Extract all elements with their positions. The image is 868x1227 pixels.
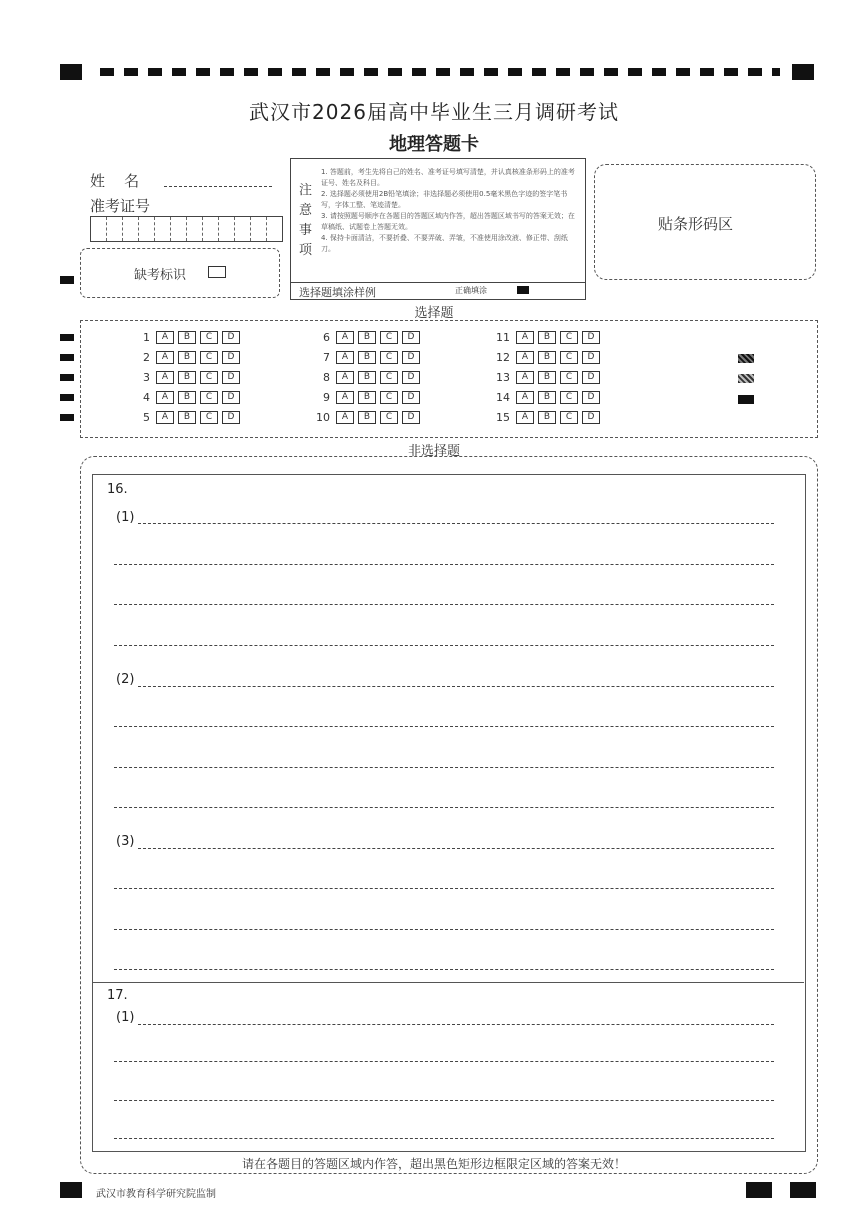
mcq-option-bubble[interactable]: A xyxy=(156,391,174,404)
mcq-number: 3 xyxy=(143,371,150,384)
mcq-option-bubble[interactable]: C xyxy=(560,331,578,344)
mcq-option-bubble[interactable]: B xyxy=(538,371,556,384)
mcq-question xyxy=(490,411,604,424)
digit-box[interactable] xyxy=(91,217,107,241)
mcq-option-bubble[interactable]: C xyxy=(200,391,218,404)
mcq-option-bubble[interactable]: A xyxy=(156,351,174,364)
answer-area xyxy=(92,474,806,1152)
answer-line[interactable] xyxy=(138,523,774,524)
mcq-option-bubble[interactable]: C xyxy=(380,351,398,364)
notes-text xyxy=(321,167,577,255)
answer-line[interactable] xyxy=(114,604,774,605)
section-choice: 选择题 xyxy=(414,306,454,321)
mcq-option-bubble[interactable]: B xyxy=(358,351,376,364)
mcq-number: 12 xyxy=(496,351,510,364)
answer-line[interactable] xyxy=(114,767,774,768)
mcq-option-bubble[interactable]: A xyxy=(516,371,534,384)
mcq-question xyxy=(490,371,604,384)
mcq-option-bubble[interactable]: D xyxy=(402,391,420,404)
bottom-warning: 请在各题目的答题区域内作答，超出黑色矩形边框限定区域的答案无效！ xyxy=(241,1157,626,1171)
mcq-option-bubble[interactable]: D xyxy=(222,331,240,344)
mcq-option-bubble[interactable]: B xyxy=(358,391,376,404)
mcq-option-bubble[interactable]: D xyxy=(402,351,420,364)
absent-checkbox[interactable] xyxy=(208,266,226,278)
mcq-option-bubble[interactable]: D xyxy=(582,351,600,364)
mcq-option-bubble[interactable]: D xyxy=(222,391,240,404)
mcq-question xyxy=(310,331,424,344)
mcq-option-bubble[interactable]: B xyxy=(538,351,556,364)
mcq-question xyxy=(130,391,244,404)
answer-line[interactable] xyxy=(114,888,774,889)
absent-label: 缺考标识 xyxy=(134,268,187,283)
digit-box[interactable] xyxy=(139,217,155,241)
mcq-option-bubble[interactable]: D xyxy=(582,411,600,424)
digit-box[interactable] xyxy=(155,217,171,241)
mcq-number: 14 xyxy=(496,391,510,404)
answer-line[interactable] xyxy=(114,1061,774,1062)
mcq-number: 6 xyxy=(323,331,330,344)
answer-line[interactable] xyxy=(114,564,774,565)
question-16-part-3: (3) xyxy=(116,834,135,849)
digit-box[interactable] xyxy=(203,217,219,241)
mcq-question xyxy=(130,411,244,424)
mcq-question xyxy=(130,371,244,384)
digit-box[interactable] xyxy=(267,217,282,241)
mcq-option-bubble[interactable]: C xyxy=(380,411,398,424)
side-mark xyxy=(60,276,74,284)
answer-line[interactable] xyxy=(114,1100,774,1101)
mcq-option-bubble[interactable]: D xyxy=(582,331,600,344)
mcq-number: 10 xyxy=(316,411,330,424)
mcq-option-bubble[interactable]: B xyxy=(538,331,556,344)
mcq-option-bubble[interactable]: C xyxy=(560,351,578,364)
mcq-number: 11 xyxy=(496,331,510,344)
mcq-question xyxy=(130,351,244,364)
fill-example-bar xyxy=(291,282,585,299)
mcq-number: 5 xyxy=(143,411,150,424)
mcq-option-bubble[interactable]: A xyxy=(156,411,174,424)
digit-box[interactable] xyxy=(251,217,267,241)
question-divider xyxy=(92,982,804,983)
mcq-question xyxy=(490,391,604,404)
corner-mark-bottom-left xyxy=(60,1182,82,1198)
digit-box[interactable] xyxy=(171,217,187,241)
fill-example-label: 选择题填涂样例 xyxy=(299,286,376,299)
mcq-number: 13 xyxy=(496,371,510,384)
mcq-option-bubble[interactable]: B xyxy=(178,371,196,384)
mcq-option-bubble[interactable]: D xyxy=(222,351,240,364)
mcq-option-bubble[interactable]: C xyxy=(200,371,218,384)
mcq-question xyxy=(310,351,424,364)
mcq-option-bubble[interactable]: A xyxy=(156,371,174,384)
mcq-option-bubble[interactable]: C xyxy=(560,391,578,404)
mcq-number: 4 xyxy=(143,391,150,404)
mcq-option-bubble[interactable]: D xyxy=(582,391,600,404)
answer-line[interactable] xyxy=(114,969,774,970)
mcq-question xyxy=(310,371,424,384)
mcq-option-bubble[interactable]: A xyxy=(336,331,354,344)
mcq-option-bubble[interactable]: C xyxy=(380,371,398,384)
mcq-option-bubble[interactable]: B xyxy=(538,391,556,404)
notes-panel xyxy=(290,158,586,300)
question-16-part-2: (2) xyxy=(116,672,135,687)
name-label: 姓 名 xyxy=(90,172,140,190)
mcq-option-bubble[interactable]: D xyxy=(402,371,420,384)
mcq-question xyxy=(310,391,424,404)
mcq-question xyxy=(490,331,604,344)
mcq-option-bubble[interactable]: C xyxy=(380,331,398,344)
mcq-question xyxy=(310,411,424,424)
answer-line[interactable] xyxy=(138,848,774,849)
question-16-part-1: (1) xyxy=(116,510,135,525)
mcq-option-bubble[interactable]: C xyxy=(200,331,218,344)
right-mark xyxy=(738,354,754,363)
mcq-number: 8 xyxy=(323,371,330,384)
right-mark xyxy=(738,395,754,404)
mcq-option-bubble[interactable]: A xyxy=(336,391,354,404)
mcq-option-bubble[interactable]: D xyxy=(402,411,420,424)
correct-fill-sample xyxy=(517,286,529,294)
answer-line[interactable] xyxy=(114,726,774,727)
card-subtitle: 地理答题卡 xyxy=(389,134,479,155)
right-mark xyxy=(738,374,754,383)
mcq-option-bubble[interactable]: C xyxy=(560,371,578,384)
side-mark xyxy=(60,374,74,381)
barcode-label: 贴条形码区 xyxy=(658,215,734,233)
side-mark xyxy=(60,414,74,421)
question-16-label: 16. xyxy=(107,482,128,497)
exam-number-label: 准考证号 xyxy=(90,197,151,215)
mcq-option-bubble[interactable]: D xyxy=(222,371,240,384)
digit-box[interactable] xyxy=(187,217,203,241)
exam-title: 武汉市2026届高中毕业生三月调研考试 xyxy=(249,100,619,124)
mcq-option-bubble[interactable]: A xyxy=(516,391,534,404)
mcq-question xyxy=(490,351,604,364)
mcq-option-bubble[interactable]: B xyxy=(178,411,196,424)
note-item: 2. 选择题必须使用2B铅笔填涂；非选择题必须使用0.5毫米黑色字迹的签字笔书写，字体工整、笔迹清楚。 xyxy=(321,190,568,209)
mcq-number: 9 xyxy=(323,391,330,404)
mcq-option-bubble[interactable]: B xyxy=(538,411,556,424)
mcq-option-bubble[interactable]: B xyxy=(358,331,376,344)
digit-box[interactable] xyxy=(107,217,123,241)
mcq-option-bubble[interactable]: C xyxy=(380,391,398,404)
question-17-label: 17. xyxy=(107,988,128,1003)
answer-line[interactable] xyxy=(114,645,774,646)
answer-line[interactable] xyxy=(138,686,774,687)
mcq-option-bubble[interactable]: D xyxy=(222,411,240,424)
mcq-option-bubble[interactable]: A xyxy=(516,411,534,424)
mcq-option-bubble[interactable]: D xyxy=(582,371,600,384)
mcq-option-bubble[interactable]: B xyxy=(178,331,196,344)
mcq-option-bubble[interactable]: A xyxy=(336,351,354,364)
mcq-option-bubble[interactable]: B xyxy=(358,371,376,384)
side-mark xyxy=(60,354,74,361)
note-item: 4. 保持卡面清洁，不要折叠、不要弄破、弄皱，不准使用涂改液、修正带、刮纸刀。 xyxy=(321,234,568,253)
side-mark xyxy=(60,394,74,401)
side-mark xyxy=(60,334,74,341)
digit-box[interactable] xyxy=(235,217,251,241)
mcq-option-bubble[interactable]: B xyxy=(358,411,376,424)
digit-box[interactable] xyxy=(123,217,139,241)
mcq-option-bubble[interactable]: A xyxy=(336,411,354,424)
corner-mark-top-right xyxy=(792,64,814,80)
corner-mark-bottom-right-1 xyxy=(746,1182,772,1198)
correct-fill-label: 正确填涂 xyxy=(455,286,487,295)
answer-line[interactable] xyxy=(114,929,774,930)
answer-line[interactable] xyxy=(114,807,774,808)
corner-mark-top-left xyxy=(60,64,82,80)
mcq-question xyxy=(130,331,244,344)
corner-mark-bottom-right-2 xyxy=(790,1182,816,1198)
mcq-option-bubble[interactable]: B xyxy=(178,351,196,364)
answer-line[interactable] xyxy=(114,1138,774,1139)
note-item: 3. 请按照题号顺序在各题目的答题区域内作答，超出答题区域书写的答案无效；在草稿纸、试题卷上答题无效。 xyxy=(321,212,575,231)
mcq-number: 2 xyxy=(143,351,150,364)
exam-number-boxes[interactable] xyxy=(90,216,283,242)
mcq-option-bubble[interactable]: C xyxy=(200,411,218,424)
digit-box[interactable] xyxy=(219,217,235,241)
footer-text: 武汉市教育科学研究院监制 xyxy=(96,1189,216,1200)
section-non-choice: 非选择题 xyxy=(407,444,460,459)
mcq-number: 15 xyxy=(496,411,510,424)
note-item: 1. 答题前，考生先将自己的姓名、准考证号填写清楚，并认真核准条形码上的准考证号、姓名及科目。 xyxy=(321,168,575,187)
name-field[interactable] xyxy=(164,186,272,187)
answer-line[interactable] xyxy=(138,1024,774,1025)
mcq-option-bubble[interactable]: B xyxy=(178,391,196,404)
mcq-option-bubble[interactable]: C xyxy=(200,351,218,364)
mcq-option-bubble[interactable]: A xyxy=(516,351,534,364)
mcq-number: 7 xyxy=(323,351,330,364)
mcq-option-bubble[interactable]: A xyxy=(156,331,174,344)
top-timing-track xyxy=(100,68,780,76)
mcq-option-bubble[interactable]: A xyxy=(336,371,354,384)
mcq-number: 1 xyxy=(143,331,150,344)
notes-heading: 注意事项 xyxy=(299,183,313,258)
question-17-part-1: (1) xyxy=(116,1010,135,1025)
mcq-option-bubble[interactable]: C xyxy=(560,411,578,424)
mcq-option-bubble[interactable]: A xyxy=(516,331,534,344)
mcq-option-bubble[interactable]: D xyxy=(402,331,420,344)
